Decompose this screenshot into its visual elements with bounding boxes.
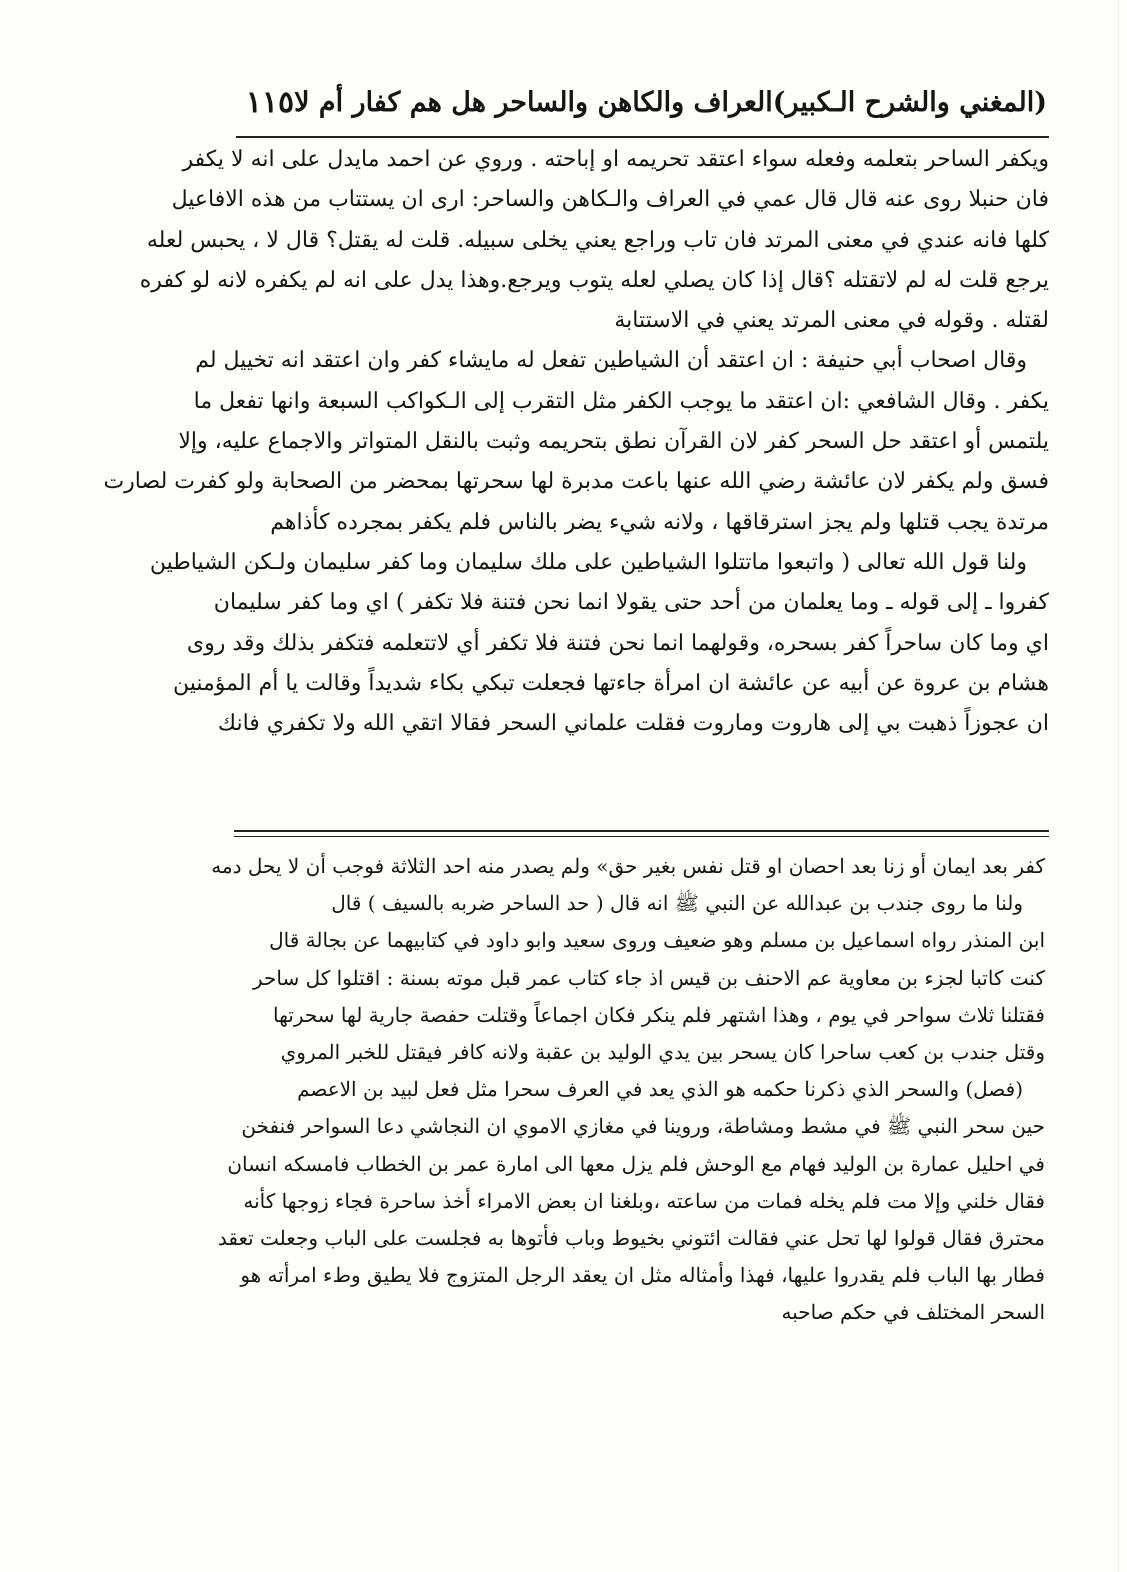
commentary-line: فطار بها الباب فلم يقدروا عليها، فهذا وأمثاله مثل ان يعقد الرجل المتزوج فلا يطيق وطء امرأته هو (240, 1263, 1045, 1288)
running-header (245, 78, 1047, 126)
main-text-line: فسق ولم يكفر لان عائشة رضي الله عنها باعت مدبرة لها سحرتها بمحضر من الصحابة ولو كفرت لصارت (103, 469, 1049, 495)
commentary-line: ولنا ما روى جندب بن عبدالله عن النبي ﷺ انه قال ( حد الساحر ضربه بالسيف ) قال (331, 891, 1023, 916)
commentary-line: حين سحر النبي ﷺ في مشط ومشاطة، وروينا في مغازي الاموي ان النجاشي دعا السواحر فنفخن (241, 1114, 1045, 1139)
main-text (103, 140, 1049, 744)
main-text-line: يرجع قلت له لم لاتقتله ؟قال إذا كان يصلي لعله يتوب ويرجع.وهذا يدل على انه لم يكفره لانه لو كفره (139, 267, 1049, 293)
commentary-line: وقتل جندب بن كعب ساحرا كان يسحر بين يدي الوليد بن عقبة ولانه كافر فيقتل للخبر المروي (280, 1039, 1045, 1064)
main-text-line: يلتمس أو اعتقد حل السحر كفر لان القرآن نطق بتحريمه وثبت بالنقل المتواتر والاجماع عليه، وإلا (178, 429, 1049, 455)
main-text-line: يكفر . وقال الشافعي :ان اعتقد ما يوجب الكفر مثل التقرب إلى الـكواكب السبعة وانها تفعل ما (193, 388, 1049, 414)
commentary-line: كنت كاتبا لجزء بن معاوية عم الاحنف بن قيس اذ جاء كتاب عمر قبل موته بسنة : اقتلوا كل ساحر (252, 965, 1045, 990)
commentary-line: كفر بعد ايمان أو زنا بعد احصان او قتل نفس بغير حق» ولم يصدر منه احد الثلاثة فوجب أن لا يحل دمه (211, 854, 1045, 878)
page-number: ١١٥ (245, 84, 295, 120)
main-text-line: لقتله . وقوله في معنى المرتد يعني في الاستتابة (614, 308, 1049, 334)
commentary-text (211, 848, 1045, 1331)
section-divider-thin (234, 836, 1049, 837)
main-text-line: وقال اصحاب أبي حنيفة : ان اعتقد أن الشياطين تفعل له مايشاء كفر وان اعتقد انه تخييل لم (195, 348, 1027, 374)
main-text-line: كلها فانه عندي في معنى المرتد فان تاب وراجع يعني يخلى سبيله. قلت له يقتل؟ قال لا ، يحبس لعله (146, 227, 1049, 253)
main-text-line: فان حنبلا روى عنه قال قال عمي في العراف والـكاهن والساحر: ارى ان يستتاب من هذه الافاعيل (171, 187, 1049, 213)
chapter-title: العراف والكاهن والساحر هل هم كفار أم لا (294, 86, 773, 118)
main-text-line: مرتدة يجب قتلها ولم يجز استرقاقها ، ولانه شيء يضر بالناس فلم يكفر بمجرده كأذاهم (270, 509, 1049, 535)
main-text-line: ولنا قول الله تعالى ( واتبعوا ماتتلوا الشياطين على ملك سليمان وما كفر سليمان ولـكن الشياطين (149, 549, 1027, 575)
header-rule (236, 136, 1049, 138)
commentary-line: السحر المختلف في حكم صاحبه (781, 1300, 1045, 1325)
section-divider (234, 830, 1049, 832)
main-text-line: هشام بن عروة عن أبيه عن عائشة ان امرأة جاءتها فجعلت تبكي بكاء شديداً وقالت يا أم المؤمنين (172, 670, 1049, 696)
main-text-line: ويكفر الساحر بتعلمه وفعله سواء اعتقد تحريمه او إباحته . وروي عن احمد مايدل على انه لا يكفر (182, 147, 1049, 172)
commentary-line: فقال خلني وإلا مت فلم يخله فمات من ساعته ،وبلغنا ان بعض الامراء أخذ ساحرة فجاء زوجها كأنه (243, 1188, 1045, 1213)
main-text-line: ان عجوزاً ذهبت بي إلى هاروت وماروت فقلت علماني السحر فقالا اتقي الله ولا تكفري فانك (217, 711, 1049, 737)
main-text-line: اي وما كان ساحراً كفر بسحره، وقولهما انما نحن فتنة فلا تكفر أي لاتتعلمه فتكفر بذلك وقد روى (186, 630, 1049, 656)
main-text-line: كفروا ـ إلى قوله ـ وما يعلمان من أحد حتى يقولا انما نحن فتنة فلا تكفر ) اي وما كفر سليمان (213, 590, 1049, 616)
commentary-line: محترق فقال قولوا لها تحل عني فقالت ائتوني بخيوط وباب فأتوها به فجلست على الباب وجعلت تعقد (217, 1225, 1045, 1250)
commentary-line: ابن المنذر رواه اسماعيل بن مسلم وهو ضعيف وروى سعيد وابو داود في كتابيهما عن بجالة قال (269, 928, 1045, 953)
commentary-line: فقتلنا ثلاث سواحر في يوم ، وهذا اشتهر فلم ينكر فكان اجماعاً وقتلت حفصة جارية لها سحرتها (272, 1002, 1045, 1027)
commentary-line: (فصل) والسحر الذي ذكرنا حكمه هو الذي يعد في العرف سحرا مثل فعل لبيد بن الاعصم (297, 1077, 1023, 1102)
commentary-line: في احليل عمارة بن الوليد فهام مع الوحش فلم يزل معها الى امارة عمر بن الخطاب فامسكه انسان (227, 1151, 1045, 1176)
book-title: (المغني والشرح الـكبير) (772, 86, 1047, 118)
page-edge (1118, 0, 1119, 1572)
